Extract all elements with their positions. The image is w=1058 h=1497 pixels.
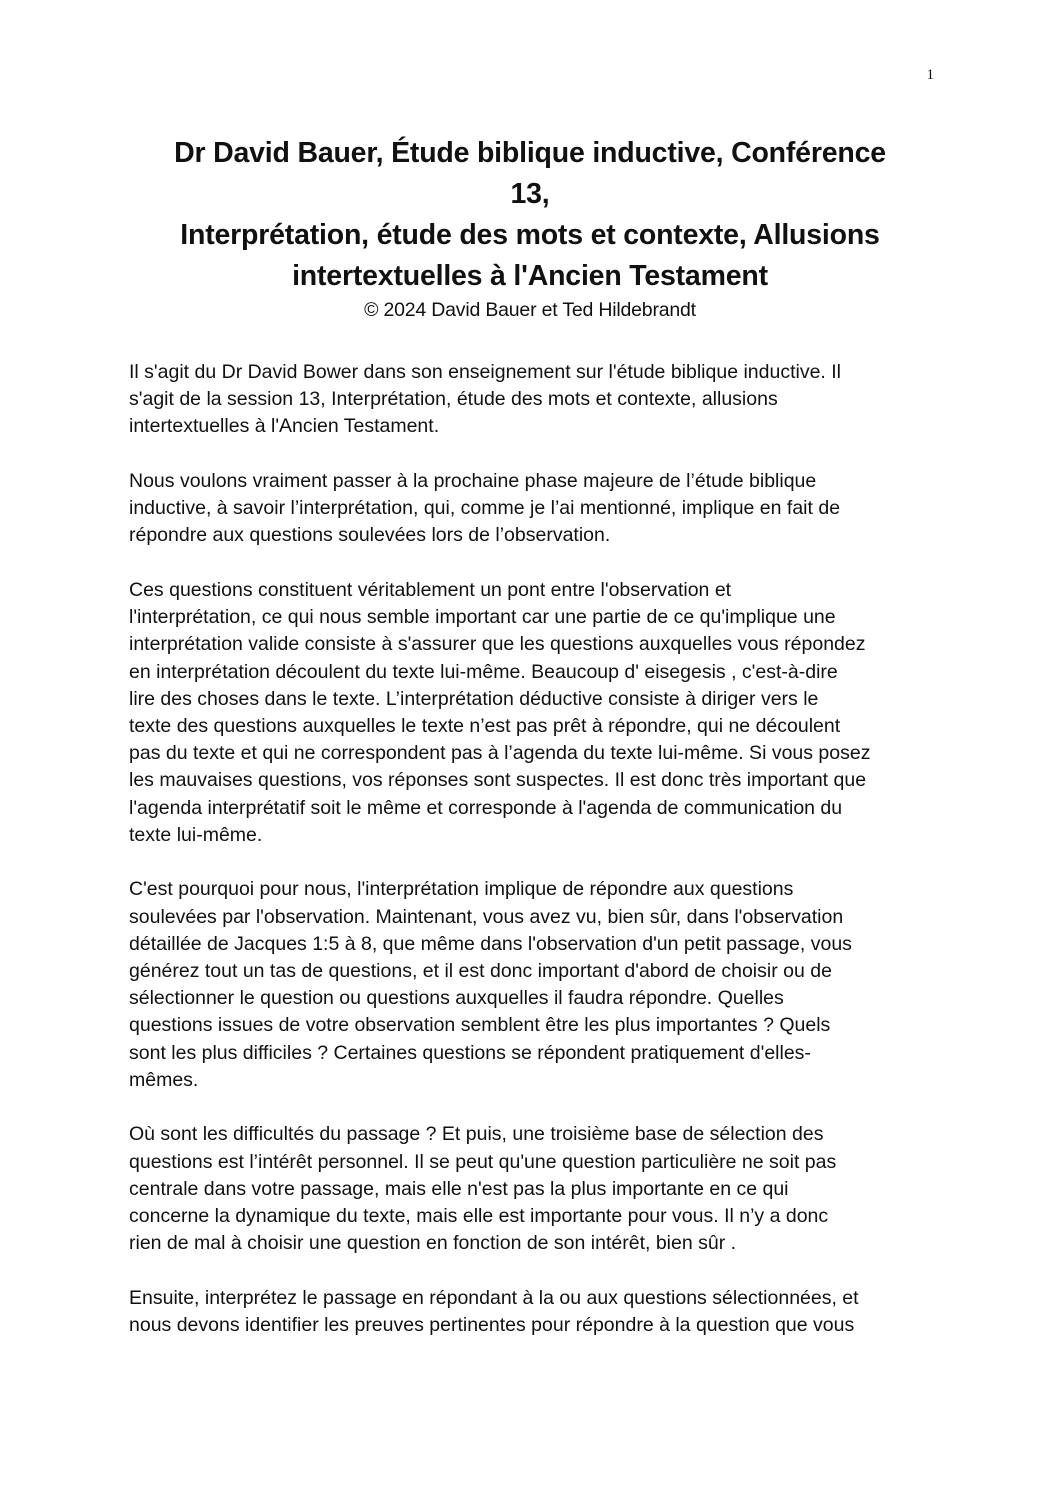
text-line: C'est pourquoi pour nous, l'interprétation implique de répondre aux questions — [129, 878, 794, 901]
paragraph-1 — [129, 359, 959, 441]
text-line: l'agenda interprétatif soit le même et corresponde à l'agenda de communication du — [129, 796, 843, 819]
text-line: s'agit de la session 13, Interprétation, étude des mots et contexte, allusions — [129, 388, 778, 411]
text-line: répondre aux questions soulevées lors de l’observation. — [129, 524, 611, 547]
text-line: nous devons identifier les preuves pertinentes pour répondre à la question que vous — [129, 1314, 855, 1337]
text-line: les mauvaises questions, vos réponses sont suspectes. Il est donc très important que — [129, 769, 867, 792]
text-line: rien de mal à choisir une question en fonction de son intérêt, bien sûr . — [129, 1232, 737, 1255]
text-line: Où sont les difficultés du passage ? Et puis, une troisième base de sélection des — [129, 1123, 824, 1146]
text-line: l'interprétation, ce qui nous semble important car une partie de ce qu'implique une — [129, 606, 836, 629]
text-line: concerne la dynamique du texte, mais elle est importante pour vous. Il n’y a donc — [129, 1205, 829, 1228]
title-line: 13, — [510, 178, 550, 210]
paragraph-3 — [129, 577, 959, 849]
text-line: mêmes. — [129, 1068, 199, 1091]
page-number: 1 — [926, 67, 934, 83]
text-line: texte lui-même. — [129, 823, 263, 846]
title-line: Interprétation, étude des mots et contexte, Allusions — [180, 219, 880, 251]
text-line: en interprétation découlent du texte lui-même. Beaucoup d' eisegesis , c'est-à-dire — [129, 660, 838, 683]
text-line: Nous voulons vraiment passer à la prochaine phase majeure de l’étude biblique — [129, 470, 817, 492]
text-line: pas du texte et qui ne correspondent pas à l’agenda du texte lui-même. Si vous posez — [129, 742, 871, 765]
title-line: Dr David Bauer, Étude biblique inductive, Conférence — [174, 137, 886, 169]
text-line: intertextuelles à l'Ancien Testament. — [129, 415, 440, 438]
text-line: détaillée de Jacques 1:5 à 8, que même dans l'observation d'un petit passage, vous — [129, 932, 852, 955]
paragraph-4 — [129, 876, 959, 1094]
text-line: lire des choses dans le texte. L’interprétation déductive consiste à diriger vers le — [129, 687, 819, 710]
text-line: centrale dans votre passage, mais elle n'est pas la plus importante en ce qui — [129, 1177, 789, 1200]
text-line: inductive, à savoir l’interprétation, qui, comme je l’ai mentionné, implique en fait de — [129, 497, 841, 520]
text-line: interprétation valide consiste à s'assurer que les questions auxquelles vous répondez — [129, 633, 866, 656]
title-block — [110, 133, 950, 323]
text-line: questions est l’intérêt personnel. Il se peut qu'une question particulière ne soit pas — [129, 1150, 837, 1173]
text-line: sélectionner le question ou questions auxquelles il faudra répondre. Quelles — [129, 987, 784, 1010]
text-line: Ces questions constituent véritablement un pont entre l'observation et — [129, 579, 732, 601]
body-text — [129, 359, 959, 1367]
text-line: questions issues de votre observation semblent être les plus importantes ? Quels — [129, 1014, 831, 1037]
paragraph-2 — [129, 468, 959, 550]
text-line: texte des questions auxquelles le texte n’est pas prêt à répondre, qui ne découlent — [129, 715, 841, 738]
copyright-line: © 2024 David Bauer et Ted Hildebrandt — [364, 299, 696, 321]
text-line: générez tout un tas de questions, et il est donc important d'abord de choisir ou de — [129, 960, 832, 983]
title-line: intertextuelles à l'Ancien Testament — [292, 260, 768, 292]
text-line: Il s'agit du Dr David Bower dans son enseignement sur l'étude biblique inductive. Il — [129, 361, 842, 383]
paragraph-5 — [129, 1121, 959, 1257]
text-line: Ensuite, interprétez le passage en répondant à la ou aux questions sélectionnées, et — [129, 1286, 859, 1309]
text-line: sont les plus difficiles ? Certaines questions se répondent pratiquement d'elles- — [129, 1041, 811, 1064]
text-line: soulevées par l'observation. Maintenant, vous avez vu, bien sûr, dans l'observation — [129, 905, 844, 928]
paragraph-6 — [129, 1285, 959, 1339]
